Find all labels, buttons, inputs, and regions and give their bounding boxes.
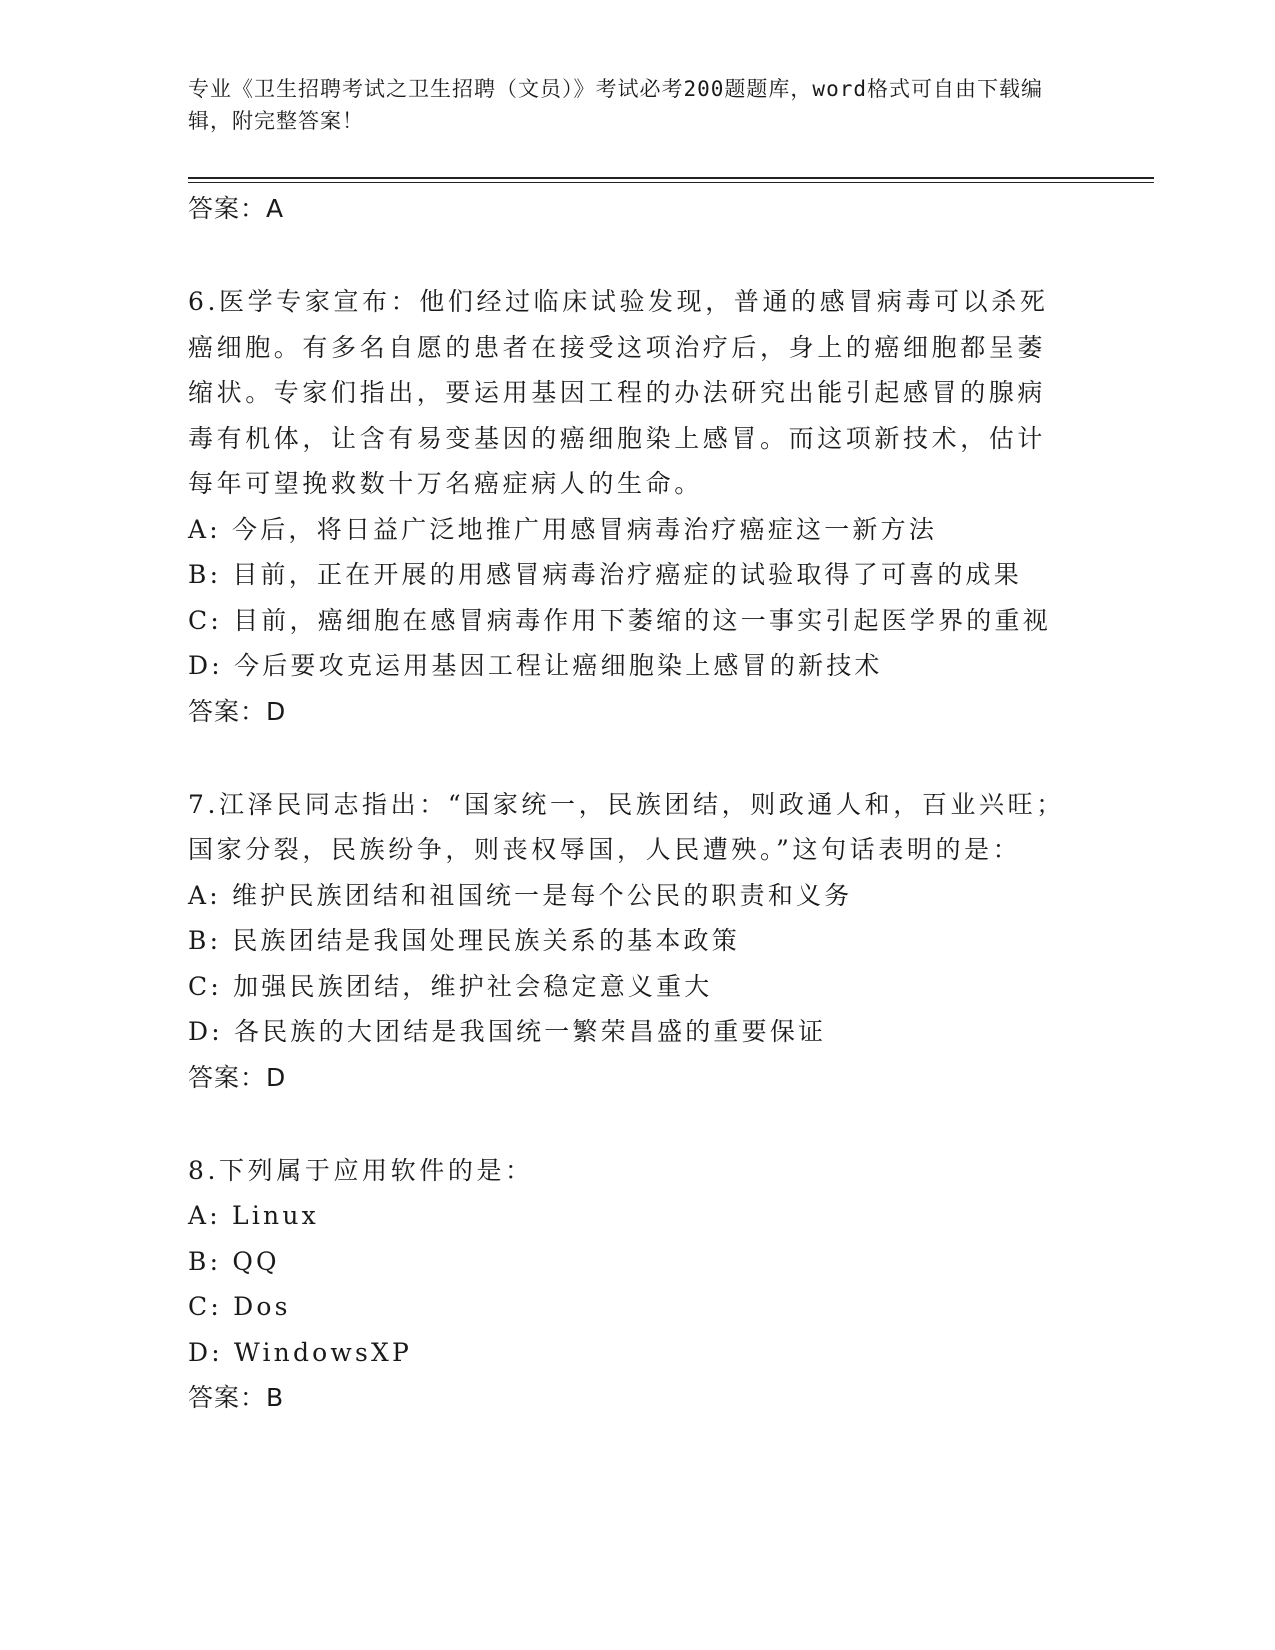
option-a: A: 维护民族团结和祖国统一是每个公民的职责和义务 (188, 880, 853, 910)
question-stem: 7.江泽民同志指出：“国家统一，民族团结，则政通人和，百业兴旺；国家分裂，民族纷争，则丧权辱国，人民遭殃。”这句话表明的是： (188, 789, 1065, 864)
option-d: D: WindowsXP (188, 1337, 413, 1367)
page-header: 专业《卫生招聘考试之卫生招聘（文员）》考试必考200题题库，word格式可自由下载编辑，附完整答案！ (188, 77, 1043, 133)
option-c: C: Dos (188, 1292, 291, 1321)
option-c: C: 目前，癌细胞在感冒病毒作用下萎缩的这一事实引起医学界的重视 (188, 605, 1051, 635)
option-d: D: 今后要攻克运用基因工程让癌细胞染上感冒的新技术 (188, 651, 883, 680)
previous-answer: 答案：A (188, 194, 285, 223)
option-c: C: 加强民族团结，维护社会稳定意义重大 (188, 971, 713, 1001)
question-list (188, 188, 1088, 1420)
answer-label: 答案：B (188, 1383, 285, 1412)
option-a: A: 今后，将日益广泛地推广用感冒病毒治疗癌症这一新方法 (188, 514, 938, 544)
question-8 (188, 1148, 1088, 1421)
option-b: B: 目前，正在开展的用感冒病毒治疗癌症的试验取得了可喜的成果 (188, 560, 1022, 589)
option-b: B: QQ (188, 1246, 280, 1276)
option-a: A: Linux (188, 1201, 319, 1230)
answer-label: 答案：D (188, 696, 287, 726)
option-b: B: 民族团结是我国处理民族关系的基本政策 (188, 926, 740, 955)
option-d: D: 各民族的大团结是我国统一繁荣昌盛的重要保证 (188, 1017, 827, 1046)
question-stem: 6.医学专家宣布：他们经过临床试验发现，普通的感冒病毒可以杀死癌细胞。有多名自愿的患者在接受这项治疗后，身上的癌细胞都呈萎缩状。专家们指出，要运用基因工程的办法研究出能引起感冒的腺病毒有机体，让含有易变基因的癌细胞染上感冒。而这项新技术，估计每年可望挽救数十万名癌症病人的生命。 (188, 287, 1049, 498)
answer-label: 答案：D (188, 1062, 287, 1092)
header-divider-thin (188, 182, 1154, 183)
question-stem: 8.下列属于应用软件的是： (188, 1155, 534, 1185)
question-6 (188, 279, 1088, 734)
header-divider-thick (188, 177, 1154, 179)
question-7 (188, 782, 1088, 1100)
